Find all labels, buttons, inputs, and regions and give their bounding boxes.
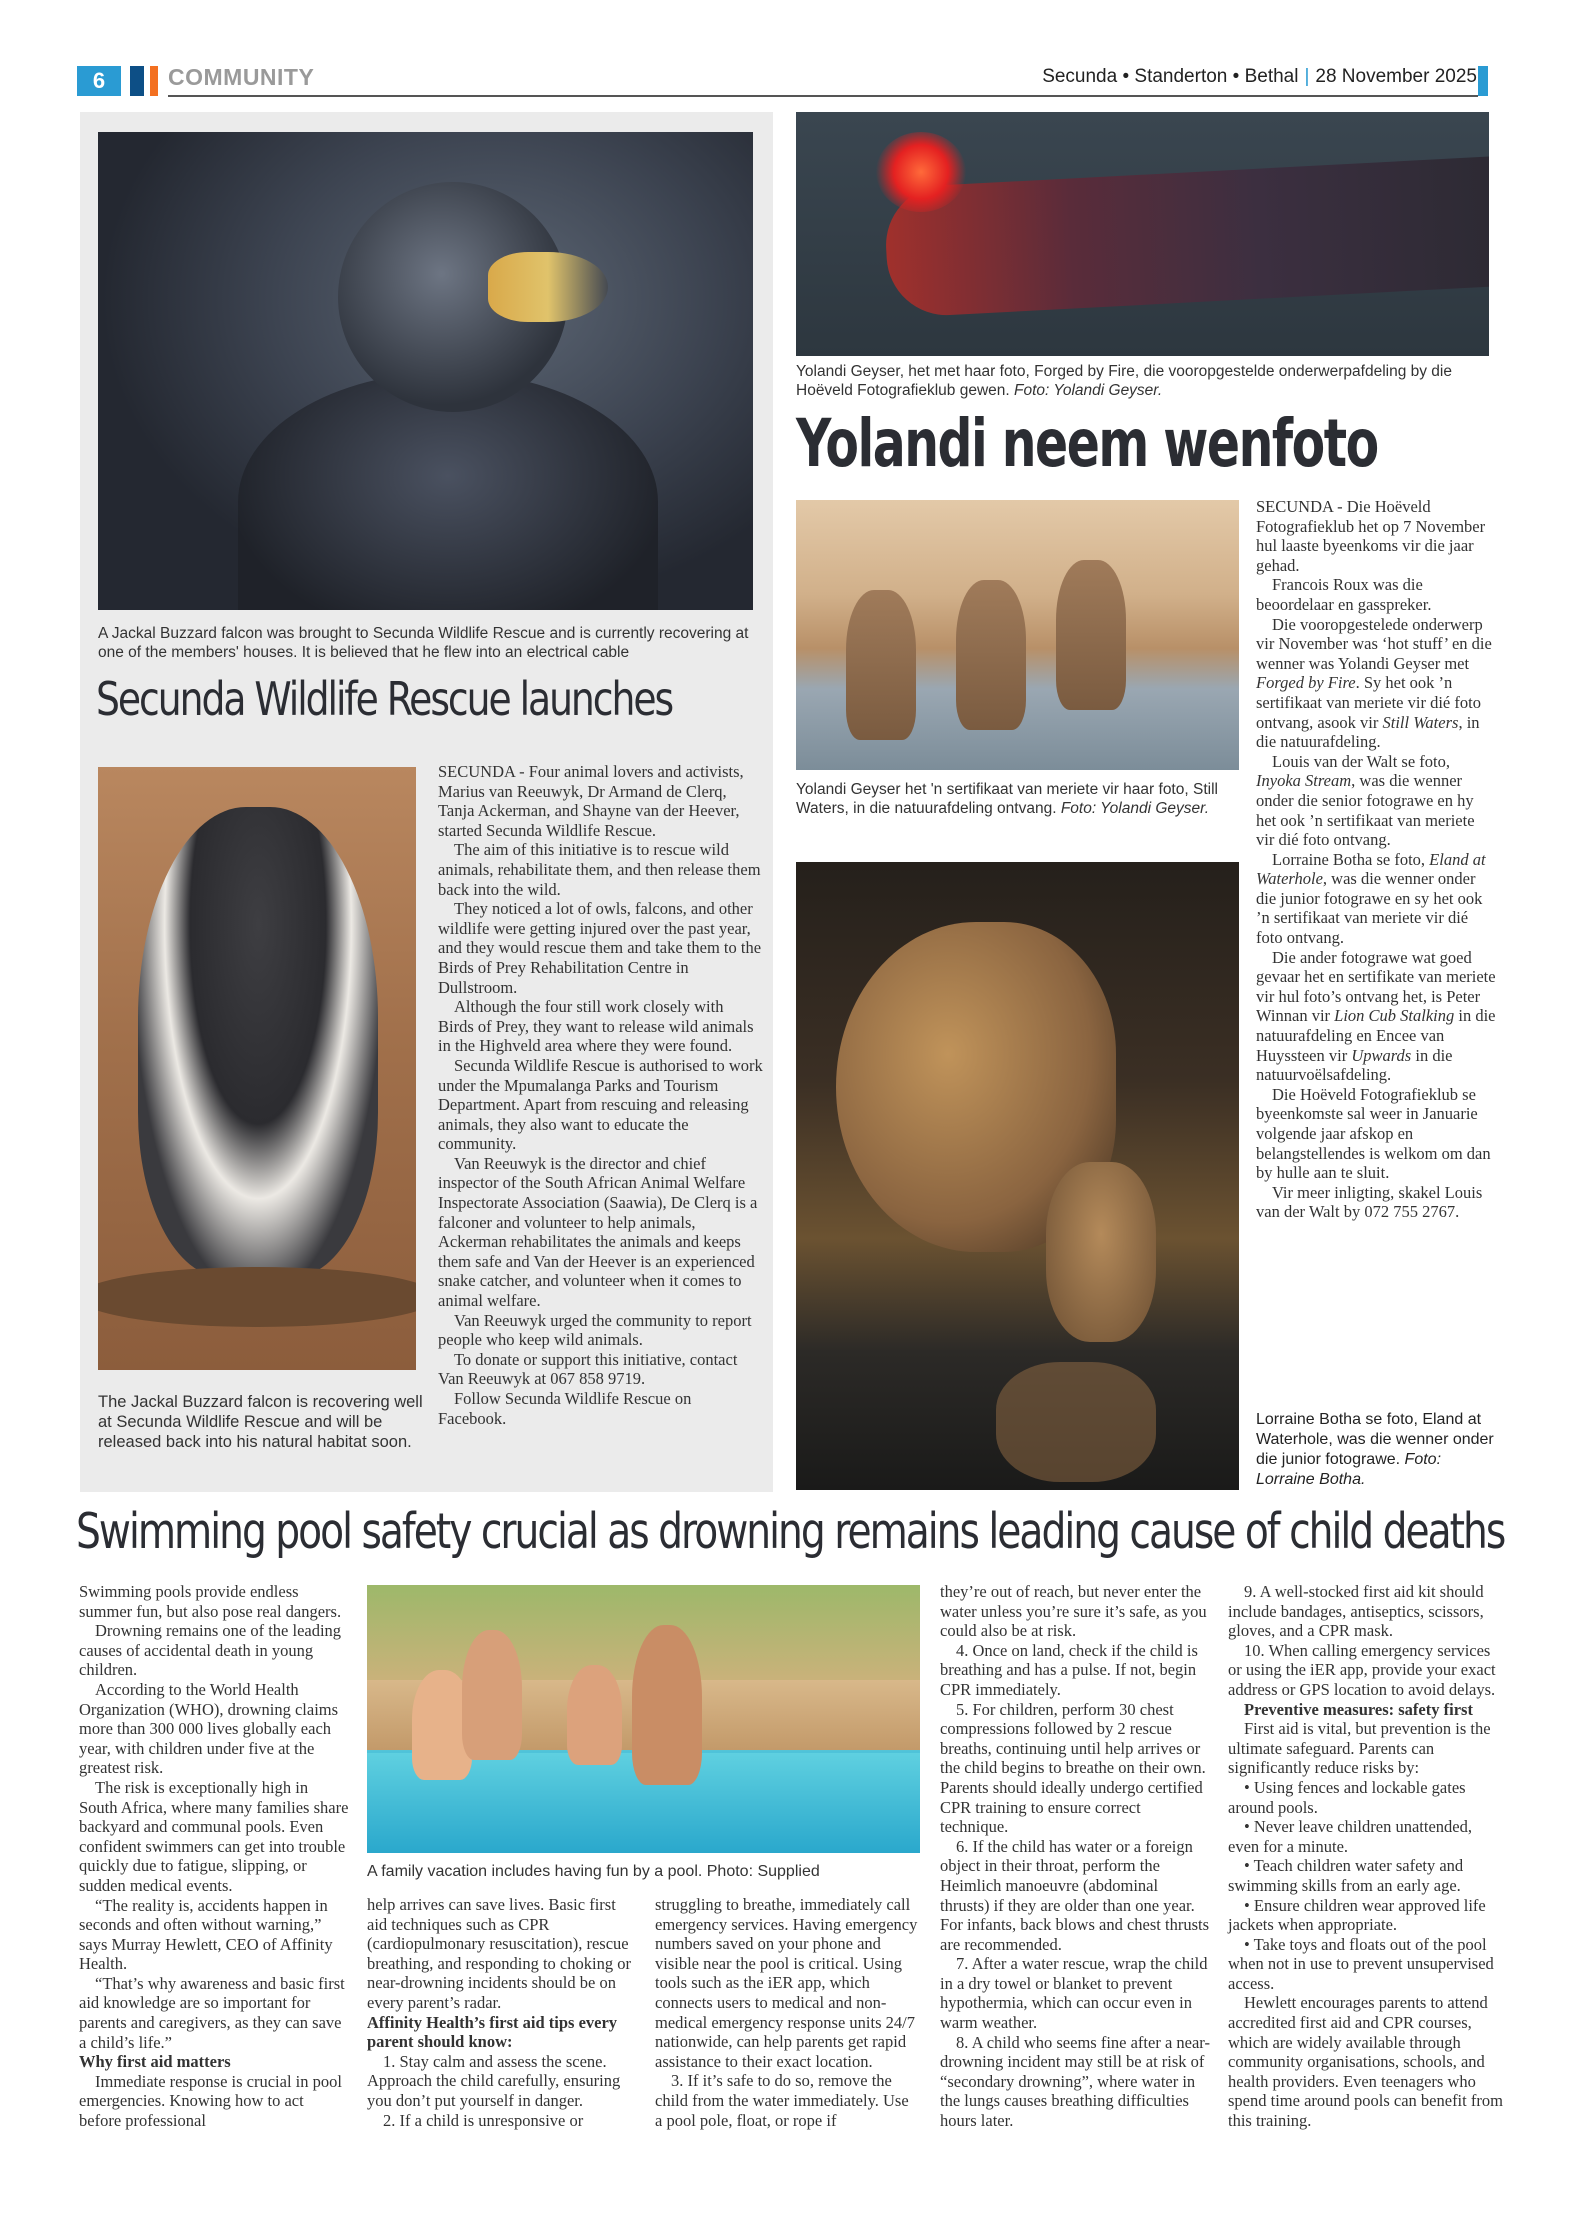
paragraph: Follow Secunda Wildlife Rescue on Facebook. [438, 1389, 692, 1428]
paragraph: The risk is exceptionally high in South Africa, where many families share backyard and communal pools. Even confident swimmers can get into trouble quickly due to fatigue, slipping, or sudden medical events. [79, 1777, 349, 1895]
caption-text: Yolandi Geyser, het met haar foto, Forged by Fire, die vooropgestelde onderwerpafdeling by die Hoëveld Fotografieklub gewen. [796, 363, 1452, 399]
paragraph: Van Reeuwyk urged the community to report people who keep wild animals. [438, 1310, 752, 1350]
pool-article-column-5 [1228, 1582, 1503, 2131]
header-end-bar [1478, 66, 1488, 96]
caption-text: Yolandi Geyser het 'n sertifikaat van meriete vir haar foto, Still Waters, in die natuurafdeling ontvang. [796, 781, 1218, 817]
family-pool-photo [367, 1585, 920, 1853]
paragraph: Francois Roux was die beoordelaar en gasspreker. [1256, 575, 1432, 614]
paragraph: help arrives can save lives. Basic first aid techniques such as CPR (cardiopulmonary resuscitation), rescue breathing, and responding to choking or near-drowning incidents should be on every parent’s radar. [367, 1895, 631, 2012]
bullet-item: • Using fences and lockable gates around pools. [1228, 1777, 1466, 1817]
paragraph: “That’s why awareness and basic first aid knowledge are so important for parents and caregivers, as they can save a child’s life.” [79, 1973, 345, 2052]
kudu-shape [956, 580, 1026, 730]
paragraph: “The reality is, accidents happen in seconds and often without warning,” says Murray Hewlett, CEO of Affinity Health. [79, 1895, 333, 1974]
kudu-shape [1056, 560, 1126, 710]
paragraph: Van Reeuwyk is the director and chief inspector of the South African Animal Welfare Inspectorate Association (Saawia), De Clerq is a falconer and volunteer to help animals, Ackerman rehabilitates the animals and keeps them safe and Van der Heever is an experienced snake catcher, and volunteer when it comes to animal welfare. [438, 1153, 758, 1311]
paragraph: 5. For children, perform 30 chest compressions followed by 2 rescue breaths, continuing until help arrives or the child begins to breathe on their own. Parents should ideally undergo certified CPR training to ensure correct technique. [940, 1699, 1206, 1837]
bullet-item: • Teach children water safety and swimming skills from an early age. [1228, 1856, 1464, 1895]
caption-text: Lorraine Botha se foto, Eland at Waterhole, was die wenner onder die junior fotograwe. [1256, 1411, 1494, 1468]
paragraph: SECUNDA - Die Hoëveld Fotografieklub het op 7 November hul laaste byeenkoms vir die jaar gehad. [1256, 497, 1486, 575]
paragraph: The aim of this initiative is to rescue wild animals, rehabilitate them, and then release them back into the wild. [438, 840, 761, 899]
buzzard-closeup-photo [98, 132, 753, 610]
paragraph: Die ander fotograwe wat goed gevaar het en sertifikate van meriete vir hul foto’s ontvang het, is Peter Winnan vir Lion Cub Stalking in die natuurafdeling en Encee van Huyssteen vir Upwards in die natuurvoëlsafdeling. [1256, 947, 1496, 1085]
paragraph: 6. If the child has water or a foreign object in their throat, perform the Heimlich manoeuvre (abdominal thrusts) if they are older than one year. For infants, back blows and chest thrusts are recommended. [940, 1836, 1210, 1954]
person-shape [462, 1630, 522, 1760]
eland-head-shape [1046, 1162, 1156, 1342]
pool-article-column-2 [367, 1895, 637, 2130]
tattooed-arm-shape [883, 156, 1489, 318]
paragraph: SECUNDA - Four animal lovers and activists, Marius van Reeuwyk, Dr Armand de Clerq, Tanja Ackerman, and Shayne van der Heever, started Secunda Wildlife Rescue. [438, 762, 744, 840]
paragraph: struggling to breathe, immediately call emergency services. Having emergency numbers saved on your phone and visible near the pool is critical. Using tools such as the iER app, which connects users to medical and non-medical emergency response units 24/7 nationwide, can help parents get rapid assistance to their exact location. [655, 1895, 918, 2071]
paragraph: Drowning remains one of the leading causes of accidental death in young children. [79, 1621, 342, 1680]
forged-by-fire-photo [796, 112, 1489, 356]
fire-shape [876, 132, 966, 212]
bullet-item: • Take toys and floats out of the pool when not in use to prevent unsupervised access. [1228, 1934, 1494, 1993]
paragraph: they’re out of reach, but never enter the water unless you’re sure it’s safe, as you could also be at risk. [940, 1582, 1207, 1641]
paragraph: Immediate response is crucial in pool emergencies. Knowing how to act before professional [79, 2071, 342, 2131]
paragraph: 10. When calling emergency services or using the iER app, provide your exact address or GPS location to avoid delays. [1228, 1640, 1496, 1699]
subheading: Preventive measures: safety first [1244, 1699, 1473, 1719]
pool-article-column-3 [655, 1895, 920, 2130]
paragraph: To donate or support this initiative, contact Van Reeuwyk at 067 858 9719. [438, 1349, 738, 1389]
paragraph: 1. Stay calm and assess the scene. Approach the child carefully, ensuring you don’t put yourself in danger. [367, 2051, 621, 2110]
paragraph: 7. After a water rescue, wrap the child in a dry towel or blanket to prevent hypothermia, which can occur even in warm weather. [940, 1954, 1208, 2033]
paragraph: Secunda Wildlife Rescue is authorised to work under the Mpumalanga Parks and Tourism Department. Apart from rescuing and releasing animals, they also want to educate the community. [438, 1055, 763, 1154]
paragraph: Die Hoëveld Fotografieklub se byeenkomste sal weer in Januarie volgende jaar afskop en belangstellendes is welkom om dan by hulle aan te sluit. [1256, 1084, 1491, 1183]
paragraph: Although the four still work closely with Birds of Prey, they want to release wild animals in the Highveld area where they were found. [438, 997, 754, 1056]
section-title: COMMUNITY [168, 64, 315, 90]
forged-by-fire-caption [796, 362, 1496, 400]
family-pool-caption: A family vacation includes having fun by a pool. Photo: Supplied [367, 1863, 820, 1880]
buzzard-perched-caption: The Jackal Buzzard falcon is recovering well at Secunda Wildlife Rescue and will be released back into his natural habitat soon. [98, 1393, 423, 1451]
buzzard-beak-shape [488, 252, 608, 322]
paragraph: Swimming pools provide endless summer fun, but also pose real dangers. [79, 1582, 342, 1621]
bullet-item: • Ensure children wear approved life jackets when appropriate. [1228, 1895, 1486, 1935]
photo-credit: Foto: Yolandi Geyser. [1014, 382, 1163, 399]
bullet-item: • Never leave children unattended, even for a minute. [1228, 1817, 1472, 1856]
paragraph: 8. A child who seems fine after a near-drowning incident may still be at risk of “secondary drowning”, where water in the lungs causes breathing difficulties hours later. [940, 2032, 1210, 2131]
paragraph: Hewlett encourages parents to attend accredited first aid and CPR courses, which are widely available through community organisations, schools, and health providers. Even teenagers who spend time around pools can benefit from this training. [1228, 1993, 1503, 2131]
water-reflection-shape [996, 1362, 1156, 1482]
paragraph: Vir meer inligting, skakel Louis van der Walt by 072 755 2767. [1256, 1182, 1483, 1222]
paragraph: 3. If it’s safe to do so, remove the child from the water immediately. Use a pool pole, float, or rope if [655, 2071, 909, 2130]
photo-credit: Foto: Lorraine Botha. [1256, 1451, 1442, 1488]
paragraph: 9. A well-stocked first aid kit should include bandages, antiseptics, scissors, gloves, and a CPR mask. [1228, 1582, 1484, 1641]
pool-safety-headline: Swimming pool safety crucial as drowning remains leading cause of child deaths [76, 1503, 1505, 1560]
header-separator: | [1304, 66, 1310, 87]
header-date: 28 November 2025 [1315, 66, 1477, 87]
paragraph: Die vooropgestelede onderwerp vir November was ‘hot stuff’ en die wenner was Yolandi Geyser met Forged by Fire. Sy het ook ’n sertifikaat van meriete vir dié foto ontvang, asook vir Still Waters, in die natuurafdeling. [1256, 614, 1492, 752]
subheading: Why first aid matters [79, 2052, 231, 2072]
header-rule [168, 95, 1478, 97]
still-waters-photo [796, 500, 1239, 770]
eland-at-waterhole-photo [796, 862, 1239, 1490]
paragraph: Louis van der Walt se foto, Inyoka Stream, was die wenner onder die senior fotograwe en hy het ook ’n sertifikaat van meriete vir dié foto ontvang. [1256, 751, 1475, 850]
header-locations: Secunda • Standerton • Bethal [1042, 66, 1299, 87]
buzzard-perched-photo [98, 767, 416, 1370]
paragraph: Lorraine Botha se foto, Eland at Waterhole, was die wenner onder die junior fotograwe en sy het ook ’n sertifikaat van meriete vir dié foto ontvang. [1256, 849, 1486, 948]
pool-article-column-4 [940, 1582, 1210, 2131]
photo-club-article-body [1256, 497, 1496, 1222]
paragraph: According to the World Health Organization (WHO), drowning claims more than 300 000 lives globally each year, with children under five at the greatest risk. [79, 1679, 339, 1778]
person-shape [632, 1625, 702, 1785]
header-orange-bar [150, 66, 158, 96]
pool-article-column-1 [79, 1582, 349, 2131]
kudu-shape [846, 590, 916, 740]
wildlife-article-body [438, 762, 763, 1428]
photo-club-headline: Yolandi neem wenfoto [796, 405, 1378, 482]
paragraph: 4. Once on land, check if the child is breathing and has a pulse. If not, begin CPR immediately. [940, 1640, 1198, 1699]
person-shape [567, 1665, 622, 1765]
paragraph: They noticed a lot of owls, falcons, and other wildlife were getting injured over the past year, and they would rescue them and take them to the Birds of Prey Rehabilitation Centre in Dullstroom. [438, 899, 762, 997]
paragraph: First aid is vital, but prevention is the ultimate safeguard. Parents can significantly reduce risks by: [1228, 1719, 1491, 1778]
photo-credit: Foto: Yolandi Geyser. [1060, 800, 1210, 817]
paragraph: 2. If a child is unresponsive or [383, 2110, 584, 2130]
header-navy-bar [130, 66, 144, 96]
perch-shape [98, 1267, 416, 1327]
eland-caption [1256, 1410, 1496, 1490]
subheading: Affinity Health’s first aid tips every parent should know: [367, 2012, 618, 2052]
page-number: 6 [77, 66, 121, 96]
buzzard-closeup-caption: A Jackal Buzzard falcon was brought to Secunda Wildlife Rescue and is currently recovering at one of the members' houses. It is believed that he flew into an electrical cable [98, 625, 749, 661]
still-waters-caption [796, 780, 1246, 818]
header-dateline [1042, 66, 1477, 88]
buzzard-figure-shape [138, 807, 378, 1277]
wildlife-headline: Secunda Wildlife Rescue launches [96, 672, 673, 726]
